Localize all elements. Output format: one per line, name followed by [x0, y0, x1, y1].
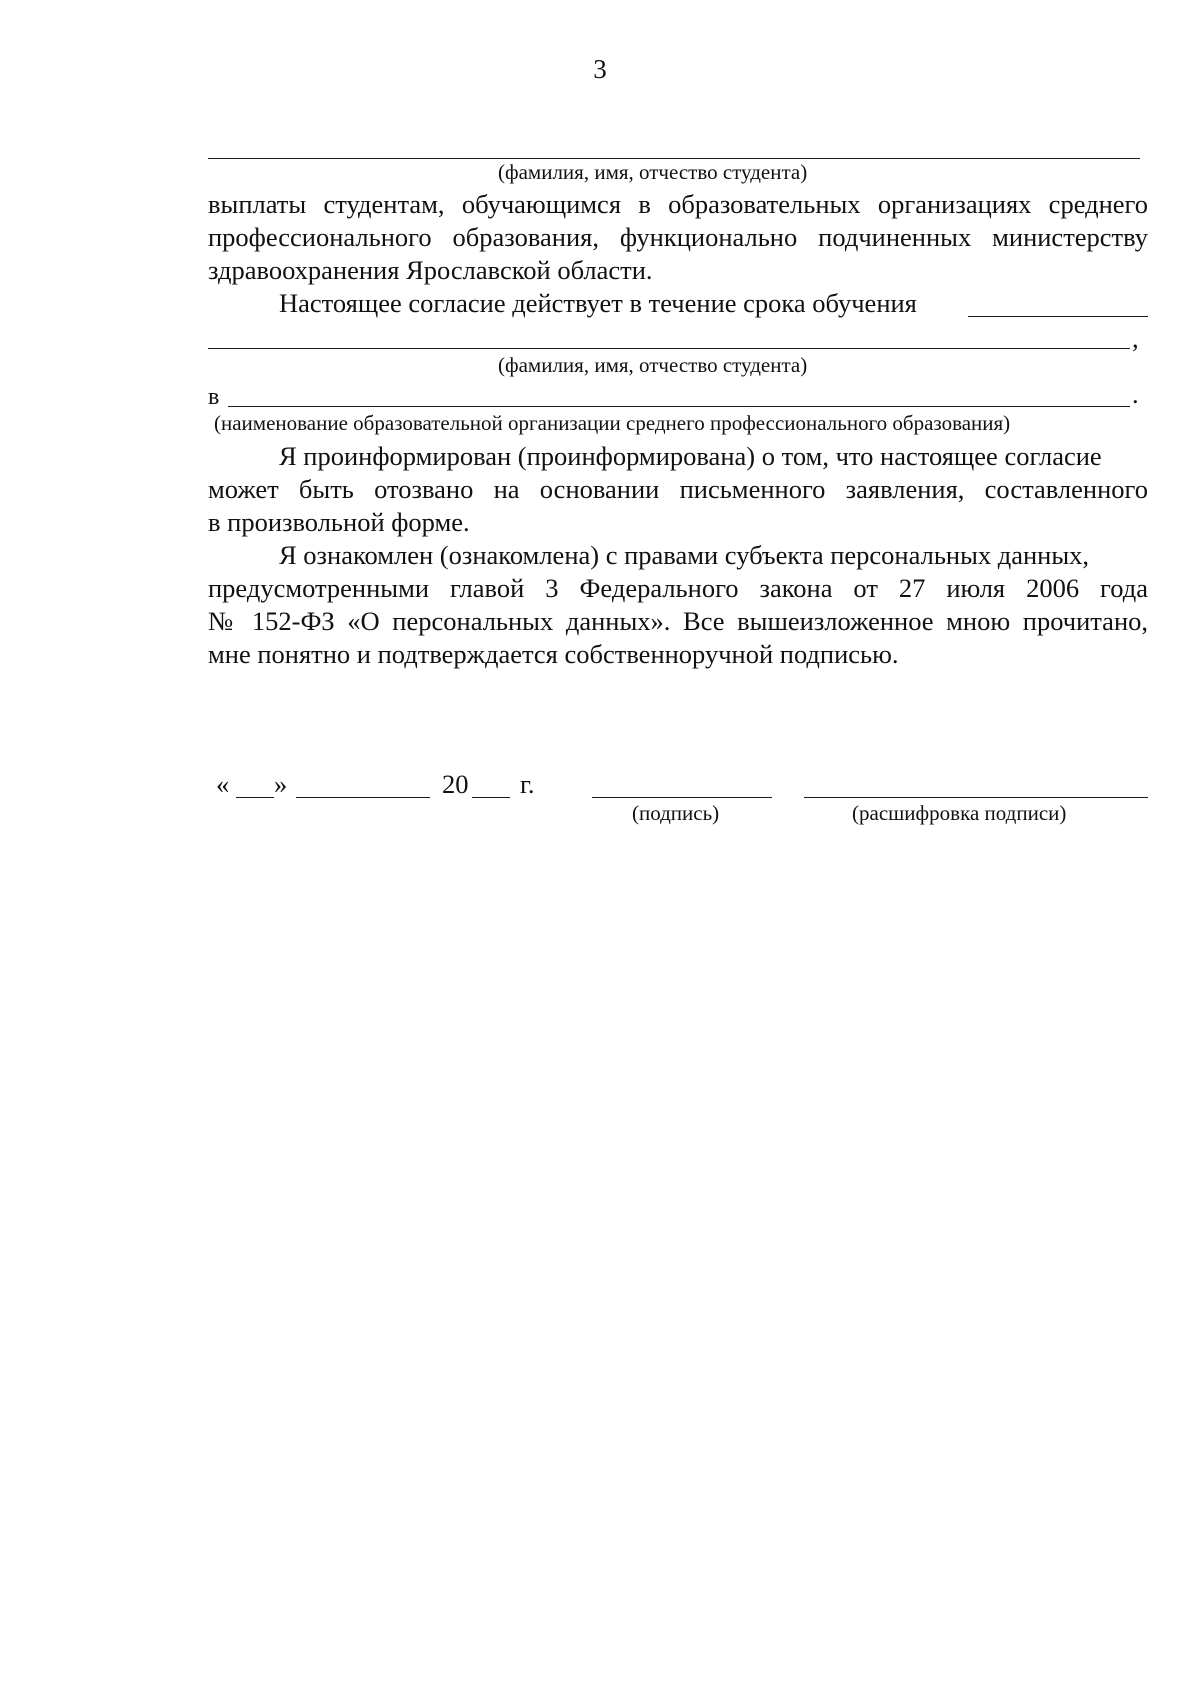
- date-day-line[interactable]: [236, 797, 274, 798]
- organization-caption: (наименование образовательной организации среднего профессионального образования): [214, 411, 1011, 435]
- paragraph1-line2: профессионального образования, функционально подчиненных министерству: [208, 222, 1148, 252]
- paragraph1-line1: выплаты студентам, обучающимся в образовательных организациях среднего: [208, 189, 1148, 219]
- date-quote-open: «: [216, 769, 230, 799]
- student-name-caption-2: (фамилия, имя, отчество студента): [498, 353, 808, 377]
- paragraph1-line3: здравоохранения Ярославской области.: [208, 255, 653, 285]
- study-period-line[interactable]: [968, 316, 1148, 317]
- paragraph3-line1: Я проинформирован (проинформирована) о том, что настоящее согласие: [279, 441, 1102, 471]
- paragraph2-line1: Настоящее согласие действует в течение срока обучения: [279, 288, 917, 318]
- organization-period: .: [1132, 379, 1139, 409]
- date-month-line[interactable]: [296, 797, 430, 798]
- organization-name-line[interactable]: [228, 406, 1130, 407]
- organization-prefix: в: [208, 384, 220, 410]
- comma: ,: [1132, 323, 1139, 353]
- signature-decoding-caption: (расшифровка подписи): [852, 801, 1067, 825]
- paragraph4-line2: предусмотренными главой 3 Федерального закона от 27 июля 2006 года: [208, 573, 1148, 603]
- paragraph4-line3: № 152-ФЗ «О персональных данных». Все вышеизложенное мною прочитано,: [208, 606, 1148, 636]
- student-name-caption: (фамилия, имя, отчество студента): [498, 160, 808, 184]
- paragraph3-line3: в произвольной форме.: [208, 507, 470, 537]
- date-year-prefix: 20: [442, 769, 469, 799]
- paragraph4-line4: мне понятно и подтверждается собственноручной подписью.: [208, 639, 899, 669]
- signature-caption: (подпись): [632, 801, 720, 825]
- paragraph3-line2: может быть отозвано на основании письменного заявления, составленного: [208, 474, 1148, 504]
- signature-line[interactable]: [592, 797, 772, 798]
- date-quote-close: »: [274, 769, 288, 799]
- signature-decoding-line[interactable]: [804, 797, 1148, 798]
- student-name-line-2[interactable]: [208, 348, 1130, 349]
- page-number: 3: [593, 54, 607, 84]
- date-year-suffix: г.: [520, 769, 535, 799]
- student-name-line[interactable]: [208, 158, 1140, 159]
- paragraph4-line1: Я ознакомлен (ознакомлена) с правами субъекта персональных данных,: [279, 540, 1090, 570]
- date-year-line[interactable]: [472, 797, 510, 798]
